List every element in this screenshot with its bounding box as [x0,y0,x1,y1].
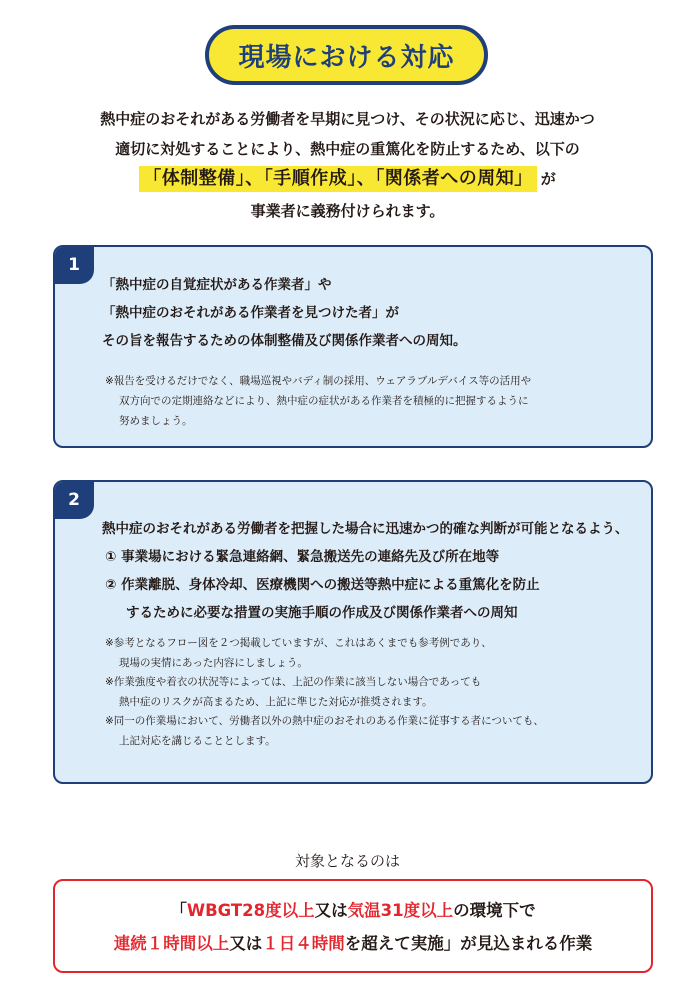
intro-highlight: 「体制整備」、「手順作成」、「関係者への周知」 [139,166,537,192]
intro-highlight-row [139,166,556,192]
box1-main-line: 「熱中症の自覚症状がある作業者」や [102,277,332,293]
target-daily-hours: １日４時間 [262,934,345,953]
box2-item-2: ② 作業離脱、身体冷却、医療機関への搬送等熱中症による重篤化を防止 [105,577,540,593]
target-or: 又は [229,934,263,953]
box2-note-line: 現場の実情にあった内容にしましょう。 [119,656,308,669]
box1-note-line: 努めましょう。 [119,415,193,427]
intro-line-1: 熱中症のおそれがある労働者を早期に見つけ、その状況に応じ、迅速かつ [100,110,595,128]
number-label-2: 2 [68,490,80,510]
page-title: 現場における対応 [238,42,455,73]
title-banner [205,25,488,85]
box1-note-line: 双方向での定期連絡などにより、熱中症の症状がある作業者を積極的に把握するように [119,395,529,407]
box1-main-line: その旨を報告するための体制整備及び関係作業者への周知。 [102,333,467,349]
box2-note-line: 上記対応を講じることとします。 [119,734,276,747]
target-temperature: 気温31度以上 [347,901,454,920]
box1-note [105,371,531,431]
target-open-bracket: 「 [170,901,187,920]
target-continuous-hours: 連続１時間以上 [113,934,230,953]
box2-note-line: 熱中症のリスクが高まるため、上記に準じた対応が推奨されます。 [119,695,433,708]
intro-highlight-suffix: が [540,170,556,188]
intro-paragraph [0,104,695,226]
number-label-1: 1 [68,255,80,275]
box1-main-text [102,271,467,355]
box2-main-text [102,515,629,627]
target-conditions-box [53,879,653,973]
target-line1-end: の環境下で [453,901,536,920]
box2-note-line: ※作業強度や着衣の状況等によっては、上記の作業に該当しない場合であっても [105,676,482,688]
target-line2-end: を超えて実施」が見込まれる作業 [344,934,593,953]
target-line-1 [55,894,651,927]
number-tab-1 [54,246,94,284]
target-line-2 [55,927,651,960]
target-label: 対象となるのは [294,852,400,870]
box2-note-line: ※参考となるフロー図を２つ掲載していますが、これはあくまでも参考例であり、 [105,637,492,649]
intro-line-2: 適切に対処することにより、熱中症の重篤化を防止するため、以下の [115,140,580,158]
number-tab-2 [54,481,94,519]
requirement-box-2 [53,480,653,784]
intro-line-4: 事業者に義務付けられます。 [250,202,445,220]
box2-item-2-cont: するために必要な措置の実施手順の作成及び関係作業者への周知 [126,605,518,621]
box2-lead: 熱中症のおそれがある労働者を把握した場合に迅速かつ的確な判断が可能となるよう、 [102,521,629,537]
box2-item-1: ① 事業場における緊急連絡網、緊急搬送先の連絡先及び所在地等 [105,549,500,565]
requirement-box-1 [53,245,653,448]
box1-main-line: 「熱中症のおそれがある作業者を見つけた者」が [102,305,399,321]
box2-notes [105,634,544,751]
target-or: 又は [314,901,348,920]
box2-note-line: ※同一の作業場において、労働者以外の熱中症のおそれのある作業に従事する者についても、 [105,715,544,727]
box1-note-line: ※報告を受けるだけでなく、職場巡視やバディ制の採用、ウェアラブルデバイス等の活用や [105,375,532,387]
target-wbgt: WBGT28度以上 [186,901,315,920]
